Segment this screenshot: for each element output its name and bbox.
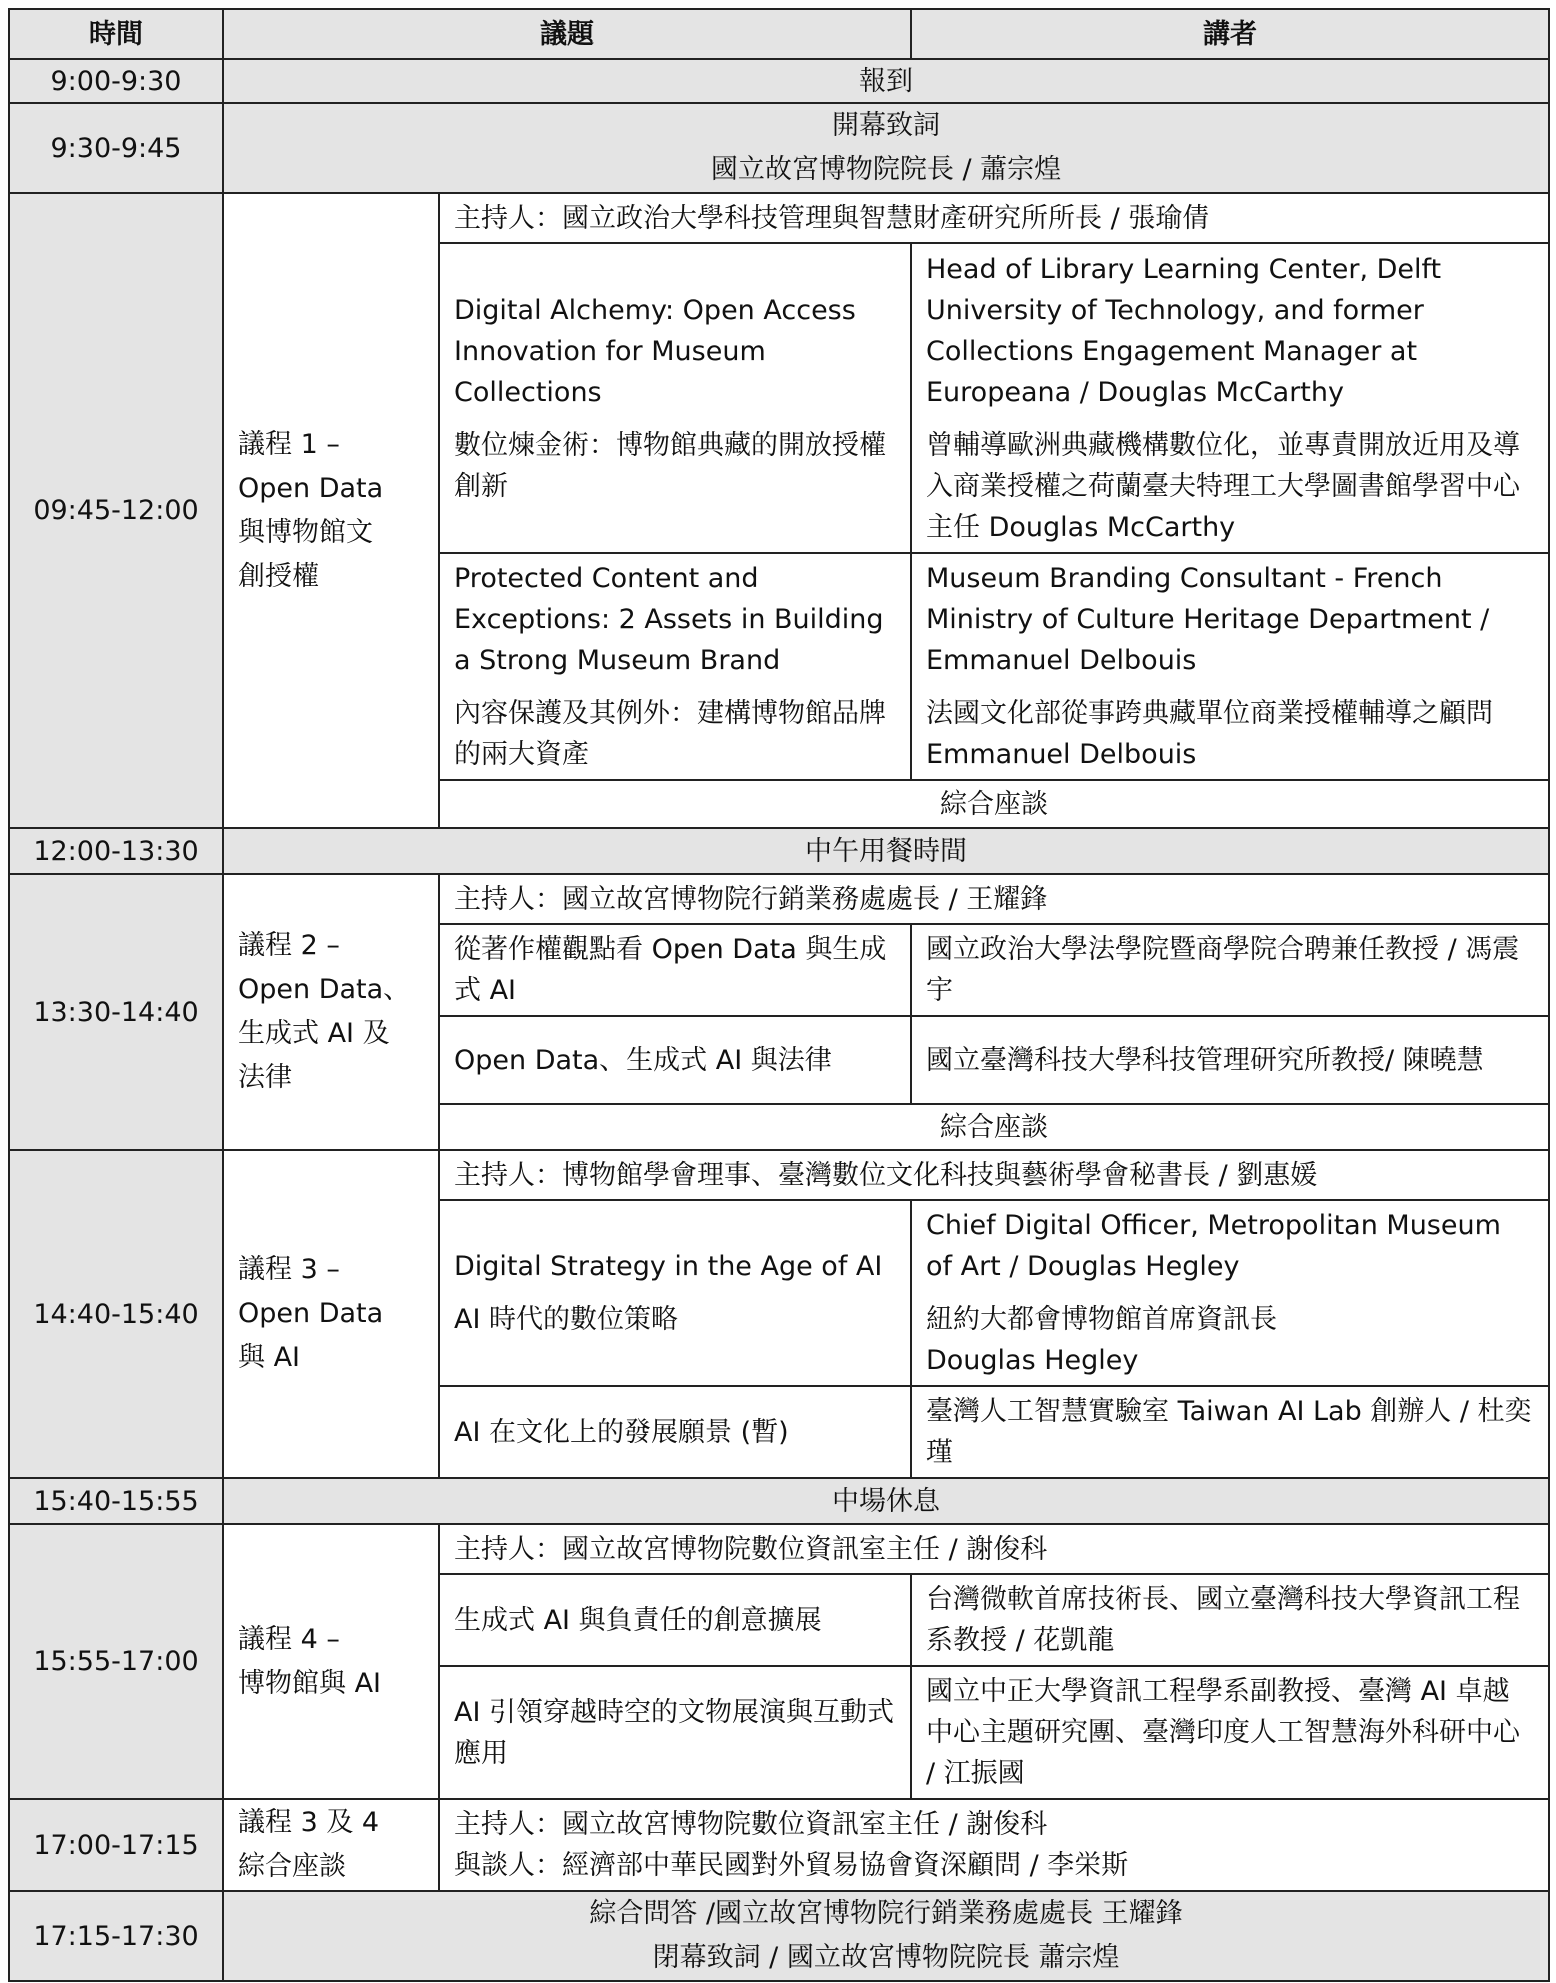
table-row [9,1478,1549,1524]
table-row [9,1799,1549,1891]
topic-en: Digital Alchemy: Open Access Innovation for Museum Collections [454,294,856,408]
break-cell: 中場休息 [223,1478,1549,1524]
opening-cell [223,103,1549,193]
session-label: 議程 3 及 4 綜合座談 [223,1799,439,1891]
opening-speaker: 國立故宮博物院院長 / 蕭宗煌 [710,154,1062,185]
talk-topic: AI 引領穿越時空的文物展演與互動式應用 [439,1666,911,1799]
panel-discussion: 綜合座談 [439,780,1549,828]
header-row [9,9,1549,59]
time-cell: 17:00-17:15 [9,1799,223,1891]
panel-participants [439,1799,1549,1891]
talk-speaker: 國立中正大學資訊工程學系副教授、臺灣 AI 卓越中心主題研究團、臺灣印度人工智慧海外科研中心 / 江振國 [911,1666,1549,1799]
talk-speaker [911,1200,1549,1386]
time-cell: 12:00-13:30 [9,828,223,874]
topic-zh: AI 時代的數位策略 [454,1304,679,1335]
table-row [9,1150,1549,1200]
closing-cell [223,1891,1549,1981]
talk-topic [439,553,911,780]
panel-host: 主持人：國立故宮博物院數位資訊室主任 / 謝俊科 [454,1809,1048,1840]
speaker-en: Head of Library Learning Center, Delft University of Technology, and former Collections Engagement Manager at Europeana / Douglas McCarthy [926,253,1442,408]
talk-topic [439,1200,911,1386]
talk-topic: 從著作權觀點看 Open Data 與生成式 AI [439,924,911,1016]
talk-topic [439,243,911,553]
speaker-en: Museum Branding Consultant - French Ministry of Culture Heritage Department / Emmanuel Delbouis [926,563,1490,676]
session-label: 議程 3 – Open Data 與 AI [223,1150,439,1478]
talk-topic: Open Data、生成式 AI 與法律 [439,1016,911,1104]
talk-topic: AI 在文化上的發展願景 (暫) [439,1386,911,1478]
talk-speaker: 國立臺灣科技大學科技管理研究所教授/ 陳曉慧 [911,1016,1549,1104]
time-cell: 09:45-12:00 [9,193,223,828]
qa-line: 綜合問答 /國立故宮博物院行銷業務處處長 王耀鋒 [589,1898,1183,1929]
talk-speaker [911,243,1549,553]
agenda-sheet [8,8,1550,1982]
talk-speaker: 國立政治大學法學院暨商學院合聘兼任教授 / 馮震宇 [911,924,1549,1016]
talk-topic: 生成式 AI 與負責任的創意擴展 [439,1574,911,1666]
time-cell: 13:30-14:40 [9,874,223,1150]
talk-speaker: 台灣微軟首席技術長、國立臺灣科技大學資訊工程系教授 / 花凱龍 [911,1574,1549,1666]
topic-zh: 數位煉金術：博物館典藏的開放授權創新 [454,429,886,502]
table-row [9,828,1549,874]
topic-zh: 內容保護及其例外：建構博物館品牌的兩大資產 [454,698,886,770]
table-row [9,193,1549,243]
topic-en: Digital Strategy in the Age of AI [454,1251,883,1282]
session-label: 議程 4 – 博物館與 AI [223,1524,439,1799]
talk-speaker: 臺灣人工智慧實驗室 Taiwan AI Lab 創辦人 / 杜奕瑾 [911,1386,1549,1478]
time-cell: 15:55-17:00 [9,1524,223,1799]
agenda-table [8,8,1550,1982]
topic-en: Protected Content and Exceptions: 2 Assets in Building a Strong Museum Brand [454,563,884,676]
session-host: 主持人：國立故宮博物院行銷業務處處長 / 王耀鋒 [439,874,1549,924]
time-cell: 17:15-17:30 [9,1891,223,1981]
time-cell: 14:40-15:40 [9,1150,223,1478]
table-row [9,59,1549,103]
table-row [9,1524,1549,1574]
session-host: 主持人：博物館學會理事、臺灣數位文化科技與藝術學會秘書長 / 劉惠媛 [439,1150,1549,1200]
closing-line: 閉幕致詞 / 國立故宮博物院院長 蕭宗煌 [652,1942,1120,1973]
speaker-zh: 曾輔導歐洲典藏機構數位化，並專責開放近用及導入商業授權之荷蘭臺夫特理工大學圖書館學習中心主任 Douglas McCarthy [926,429,1520,543]
header-time: 時間 [9,9,223,59]
panel-discussion: 綜合座談 [439,1104,1549,1150]
session-host: 主持人：國立故宮博物院數位資訊室主任 / 謝俊科 [439,1524,1549,1574]
table-row [9,874,1549,924]
session-host: 主持人：國立政治大學科技管理與智慧財產研究所所長 / 張瑜倩 [439,193,1549,243]
session-label: 議程 2 – Open Data、 生成式 AI 及 法律 [223,874,439,1150]
time-cell: 9:00-9:30 [9,59,223,103]
opening-title: 開幕致詞 [832,110,940,141]
speaker-en: Chief Digital Officer, Metropolitan Museum of Art / Douglas Hegley [926,1210,1501,1282]
header-topic: 議題 [223,9,911,59]
table-row [9,103,1549,193]
panel-guest: 與談人：經濟部中華民國對外貿易協會資深顧問 / 李栄斯 [454,1850,1129,1881]
speaker-zh: 法國文化部從事跨典藏單位商業授權輔導之顧問 Emmanuel Delbouis [926,698,1493,770]
registration-cell: 報到 [223,59,1549,103]
speaker-name: Douglas Hegley [926,1345,1139,1376]
time-cell: 15:40-15:55 [9,1478,223,1524]
talk-speaker [911,553,1549,780]
header-speaker: 講者 [911,9,1549,59]
table-row [9,1891,1549,1981]
time-cell: 9:30-9:45 [9,103,223,193]
lunch-cell: 中午用餐時間 [223,828,1549,874]
session-label: 議程 1 – Open Data 與博物館文 創授權 [223,193,439,828]
speaker-zh: 紐約大都會博物館首席資訊長 [926,1304,1277,1335]
